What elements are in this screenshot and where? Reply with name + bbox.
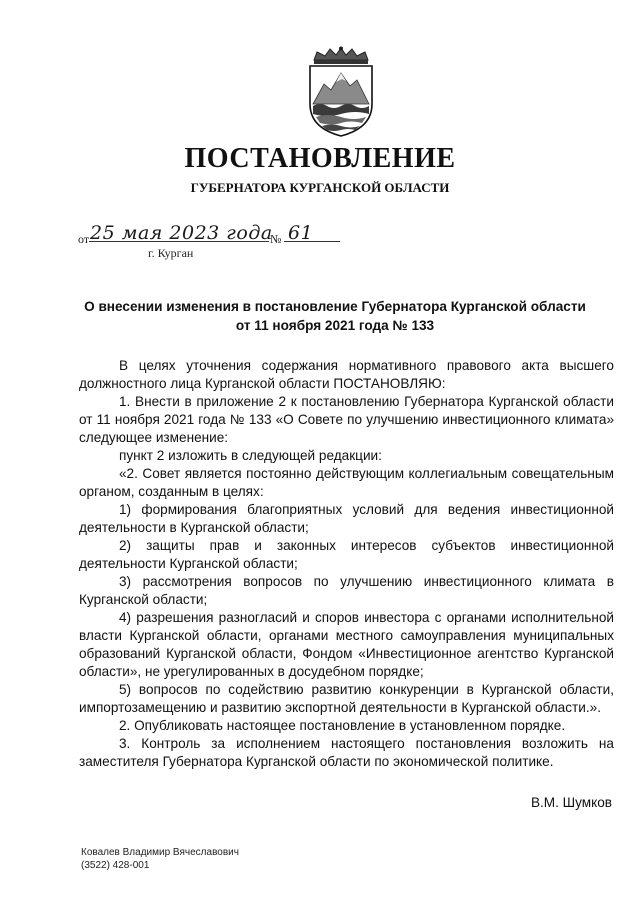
executor-phone: (3522) 428-001 [81,860,150,871]
body-paragraph: В целях уточнения содержания нормативного правового акта высшего должностного лица Курганской области ПОСТАНОВЛЯЮ: [79,358,614,391]
signatory-name: В.М. Шумков [530,795,612,810]
body-paragraph: 3) рассмотрения вопросов по улучшению инвестиционного климата в Курганской области; [79,574,614,607]
body-paragraph: 3. Контроль за исполнением настоящего постановления возложить на заместителя Губернатора Курганской области по экономической политике. [79,736,614,769]
body-paragraph: 1) формирования благоприятных условий для ведения инвестиционной деятельности в Курганской области; [79,502,614,535]
body-paragraph: 5) вопросов по содействию развитию конкуренции в Курганской области, импортозамещению и развитию экспортной деятельности в Курганской области.». [79,682,614,715]
date-from-label: от [78,232,90,246]
number-label: № [270,232,282,246]
body-paragraph: 2) защиты прав и законных интересов субъектов инвестиционной деятельности Курганской области; [79,538,614,571]
executor-name: Ковалев Владимир Вячеславович [81,847,239,858]
handwritten-date: 25 мая 2023 года [90,222,273,244]
date-number-line [78,224,358,272]
heading-line: О внесении изменения в постановление Губернатора Курганской области [84,299,586,314]
coat-of-arms-icon [300,46,382,138]
body-paragraph: 2. Опубликовать настоящее постановление в установленном порядке. [119,718,566,733]
date-underline [89,241,269,242]
body-paragraph: 1. Внести в приложение 2 к постановлению Губернатора Курганской области от 11 ноября 2021 года № 133 «О Совете по улучшению инвестиционного климата» следующее изменение: [79,394,614,445]
body-paragraph: «2. Совет является постоянно действующим коллегиальным совещательным органом, созданным в целях: [79,466,614,499]
executor-block [81,846,239,872]
place-label: г. Курган [148,246,194,260]
body-paragraph: пункт 2 изложить в следующей редакции: [119,448,382,463]
issuer-subtitle: ГУБЕРНАТОРА КУРГАНСКОЙ ОБЛАСТИ [190,180,450,195]
heading-line: от 11 ноября 2021 года № 133 [235,318,435,333]
body-paragraph: 4) разрешения разногласий и споров инвестора с органами исполнительной власти Курганской области, органами местного самоуправления муниципальных образований Курганской области, Фондом «Инвестиционное агентство Курганской области», не урегулированных в досудебном порядке; [79,610,614,679]
handwritten-number: 61 [288,222,314,244]
document-body [79,357,614,771]
document-type-title: ПОСТАНОВЛЕНИЕ [184,143,456,174]
number-underline [284,241,340,242]
document-heading [70,297,600,335]
